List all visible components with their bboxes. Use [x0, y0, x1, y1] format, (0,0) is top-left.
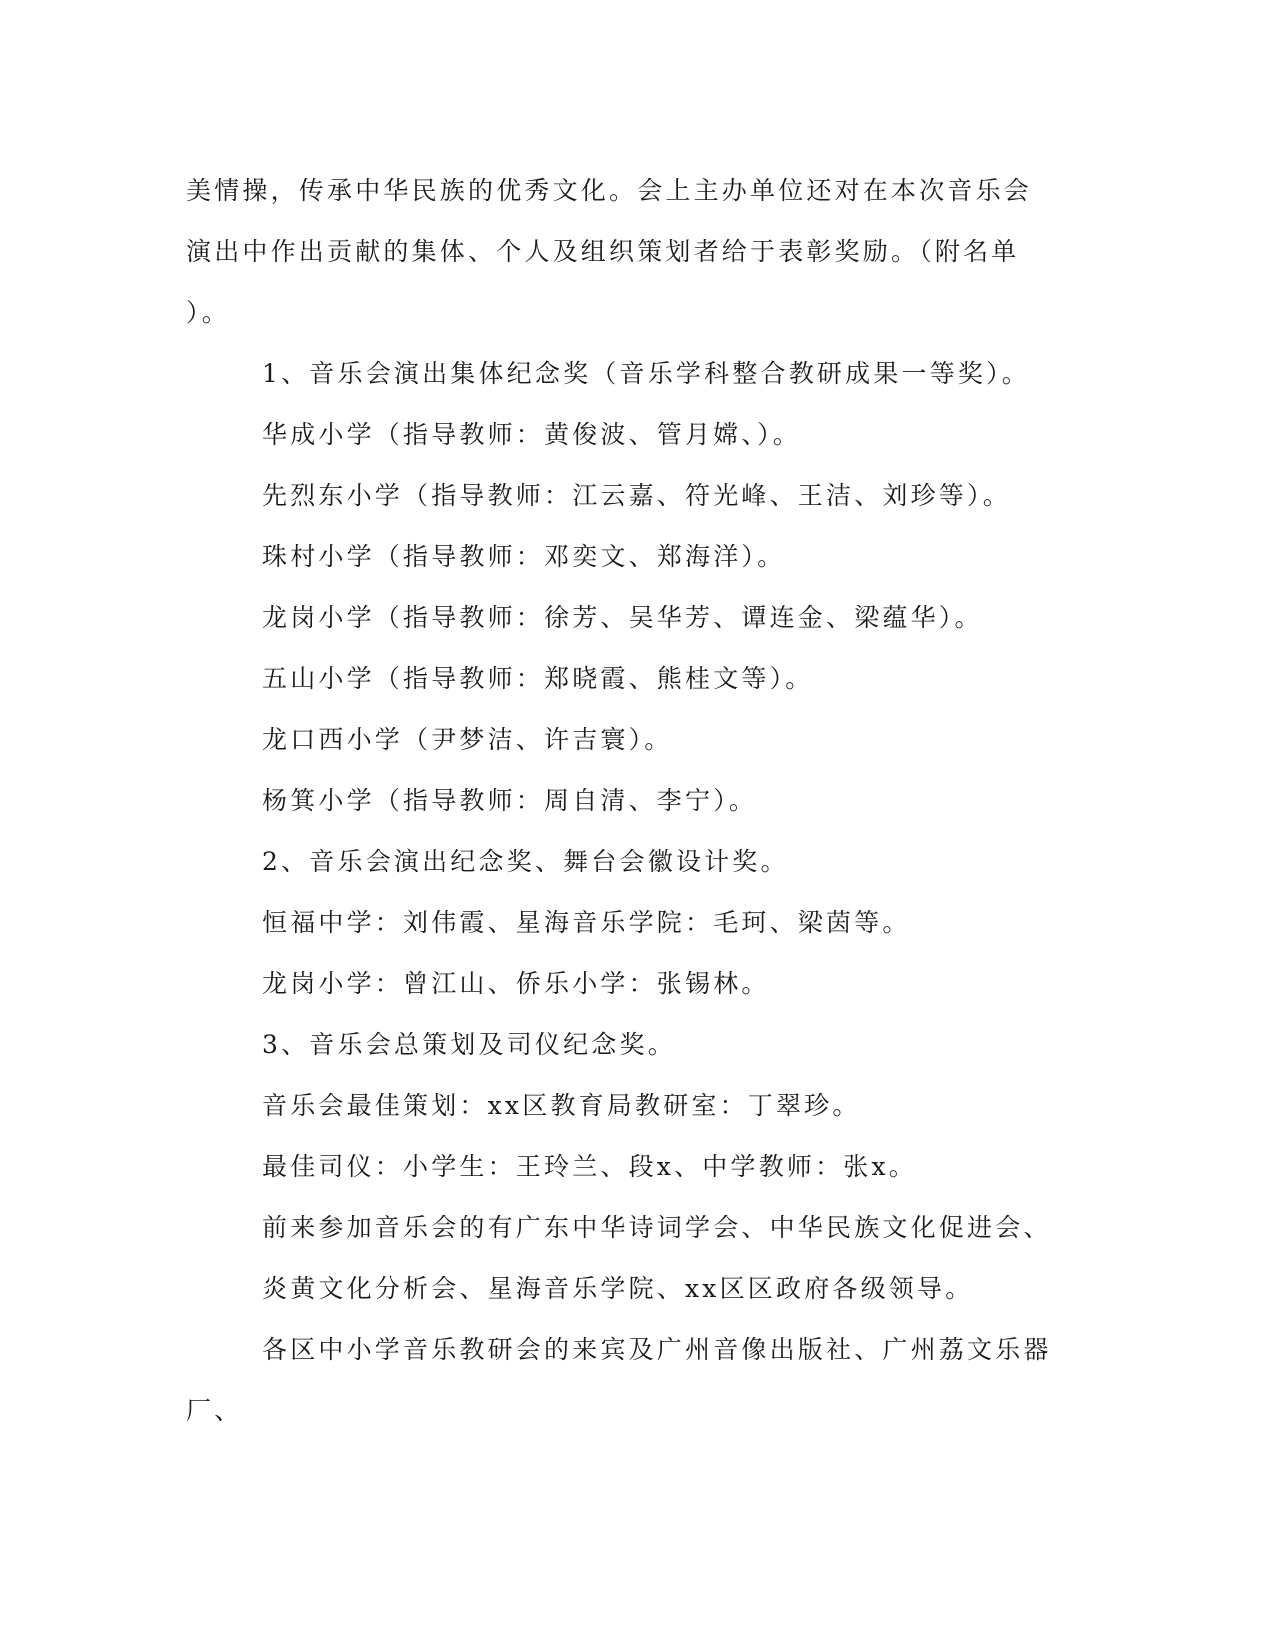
paragraph-line: ）。 — [186, 298, 230, 327]
award-category-heading: 2、音乐会演出纪念奖、舞台会徽设计奖。 — [262, 847, 789, 876]
award-entry: 龙岗小学：曾江山、侨乐小学：张锡林。 — [262, 969, 770, 998]
award-entry: 最佳司仪：小学生：王玲兰、段x、中学教师：张x。 — [262, 1152, 918, 1181]
award-entry: 恒福中学：刘伟霞、星海音乐学院：毛珂、梁茵等。 — [262, 908, 911, 937]
award-category-heading: 1、音乐会演出集体纪念奖（音乐学科整合教研成果一等奖）。 — [262, 359, 1031, 388]
document-body — [186, 160, 1066, 1441]
award-entry: 珠村小学（指导教师：邓奕文、郑海洋）。 — [262, 542, 786, 571]
award-entry: 杨箕小学（指导教师：周自清、李宁）。 — [262, 786, 758, 815]
award-entry: 华成小学（指导教师：黄俊波、管月嫦、）。 — [262, 420, 802, 449]
paragraph-line: 演出中作出贡献的集体、个人及组织策划者给于表彰奖励。（附名单 — [186, 237, 1020, 266]
award-entry: 龙岗小学（指导教师：徐芳、吴华芳、谭连金、梁蕴华）。 — [262, 603, 983, 632]
award-entry: 五山小学（指导教师：郑晓霞、熊桂文等）。 — [262, 664, 814, 693]
paragraph-line: 各区中小学音乐教研会的来宾及广州音像出版社、广州荔文乐器 — [262, 1335, 1052, 1364]
paragraph-line: 炎黄文化分析会、星海音乐学院、xx区区政府各级领导。 — [262, 1274, 974, 1303]
award-entry: 龙口西小学（尹梦洁、许吉寰）。 — [262, 725, 673, 754]
paragraph-line: 前来参加音乐会的有广东中华诗词学会、中华民族文化促进会、 — [262, 1213, 1052, 1242]
award-category-heading: 3、音乐会总策划及司仪纪念奖。 — [262, 1030, 676, 1059]
award-entry: 音乐会最佳策划：xx区教育局教研室：丁翠珍。 — [262, 1091, 861, 1120]
paragraph-line: 美情操，传承中华民族的优秀文化。会上主办单位还对在本次音乐会 — [186, 176, 1033, 205]
paragraph-line: 厂、 — [186, 1396, 243, 1425]
award-entry: 先烈东小学（指导教师：江云嘉、符光峰、王洁、刘珍等）。 — [262, 481, 1011, 510]
